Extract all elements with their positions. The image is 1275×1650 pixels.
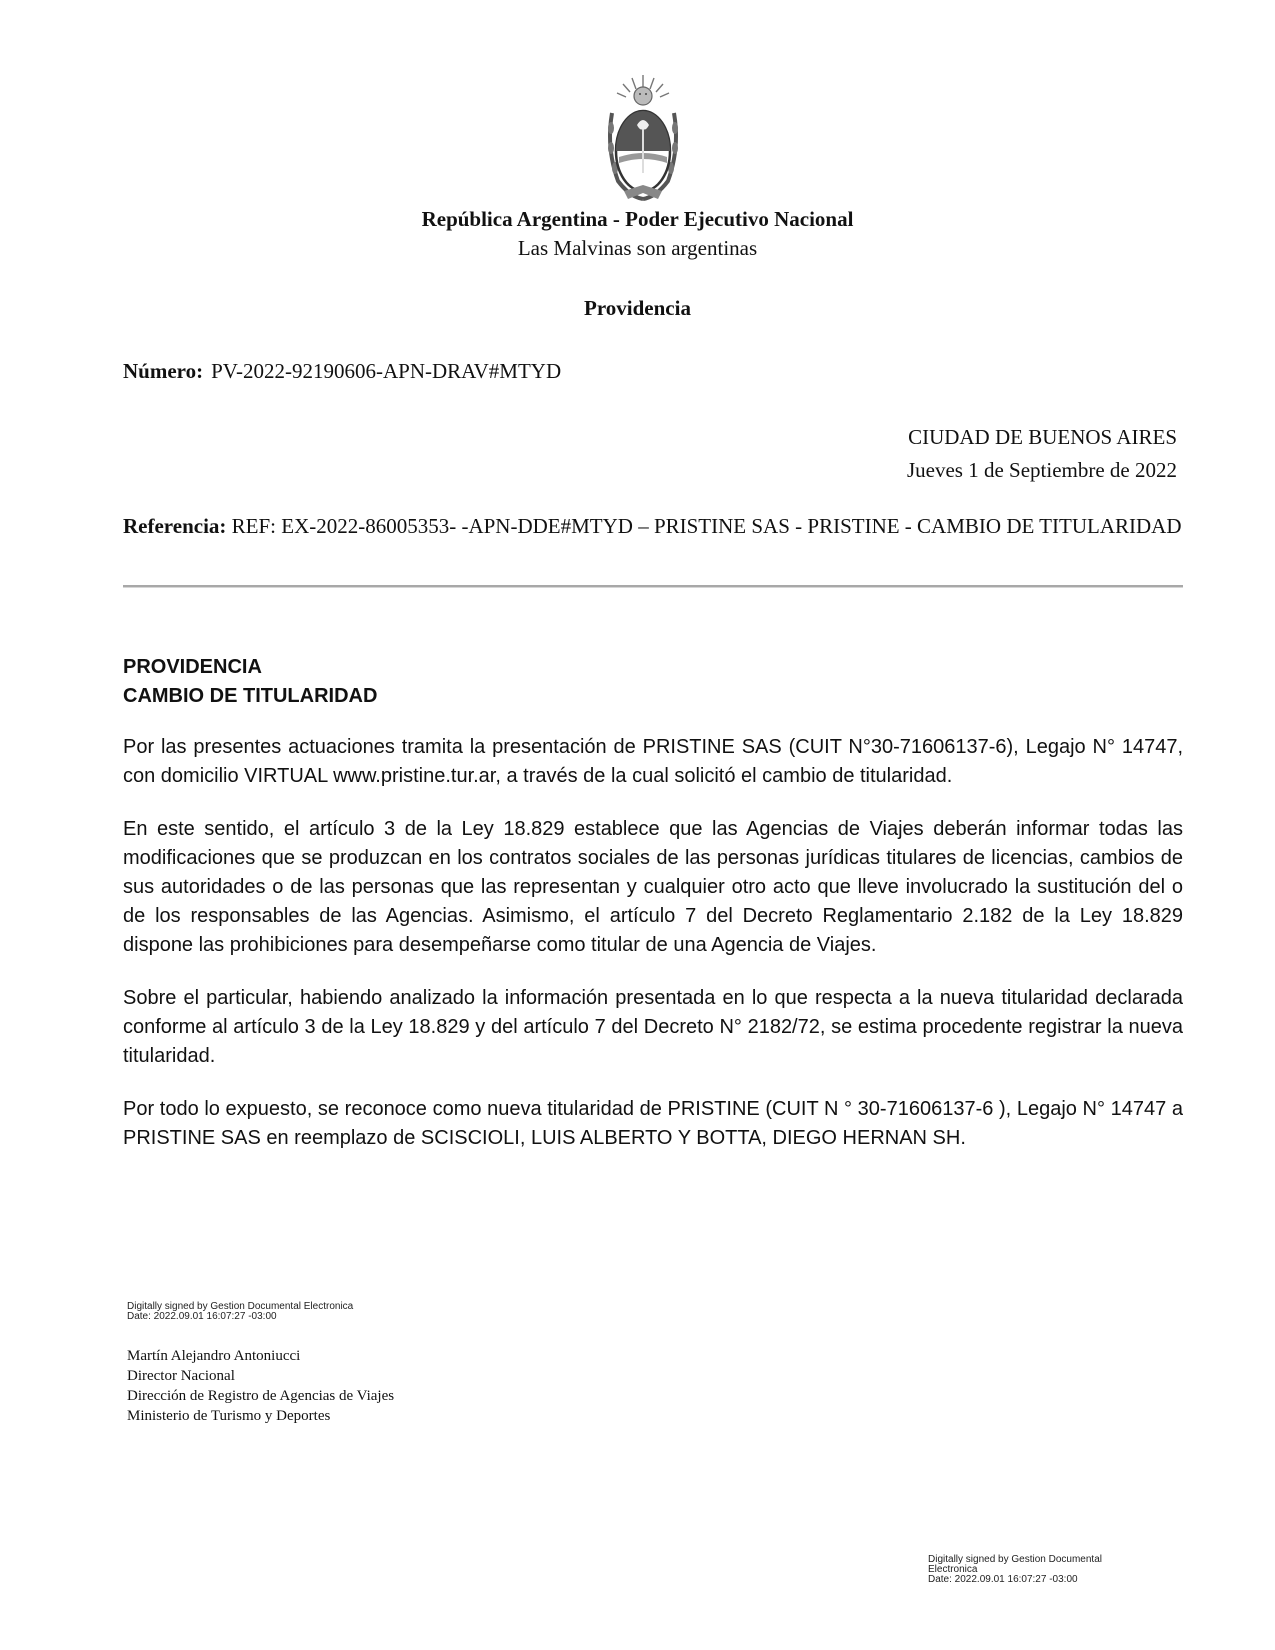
signer-ministry: Ministerio de Turismo y Deportes — [127, 1408, 331, 1424]
signer-role: Director Nacional — [127, 1368, 235, 1384]
body-paragraph-1: Por las presentes actuaciones tramita la presentación de PRISTINE SAS (CUIT N°30-71606137-6), Legajo N° 14747, con domicilio VIRTUAL www.pristine.tur.ar, a través de la cual solicitó el cambio de titularidad. — [123, 736, 1183, 787]
document-type-title: Providencia — [584, 296, 691, 320]
date: Jueves 1 de Septiembre de 2022 — [906, 458, 1177, 482]
digital-signature-stamp-footer — [928, 1555, 1148, 1585]
body-title-line-1: PROVIDENCIA — [123, 656, 262, 678]
signature-stamp-line: Electronica — [928, 1564, 978, 1575]
reference-label: Referencia: — [123, 514, 227, 538]
reference — [123, 512, 1183, 541]
body-paragraph-2: En este sentido, el artículo 3 de la Ley 18.829 establece que las Agencias de Viajes deberán informar todas las modificaciones que se produzcan en los contratos sociales de las personas jurídicas titulares de licencias, cambios de sus autoridades o de las personas que las representan y cualquier otro acto que lleve involucrado la sustitución del o de los responsables de las Agencias. Asimismo, el artículo 7 del Decreto Reglamentario 2.182 de la Ley 18.829 dispone las prohibiciones para desempeñarse como titular de una Agencia de Viajes. — [123, 818, 1183, 956]
signer-block — [127, 1346, 394, 1426]
place: CIUDAD DE BUENOS AIRES — [908, 425, 1177, 449]
signer-name: Martín Alejandro Antoniucci — [127, 1348, 301, 1364]
signature-stamp-line: Digitally signed by Gestion Documental — [928, 1554, 1102, 1565]
body-paragraph-3: Sobre el particular, habiendo analizado la información presentada en lo que respecta a la nueva titularidad declarada conforme al artículo 3 de la Ley 18.829 y del artículo 7 del Decreto N° 2182/72, se estima procedente registrar la nueva titularidad. — [123, 987, 1183, 1067]
place-and-date — [907, 421, 1177, 487]
body-title-line-2: CAMBIO DE TITULARIDAD — [123, 685, 378, 707]
signature-stamp-date: Date: 2022.09.01 16:07:27 -03:00 — [928, 1574, 1078, 1585]
document-number — [123, 358, 561, 384]
document-number-label: Número: — [123, 359, 204, 383]
signer-office: Dirección de Registro de Agencias de Viajes — [127, 1388, 395, 1404]
body-text — [123, 733, 1183, 1177]
digital-signature-stamp — [127, 1302, 353, 1322]
signature-stamp-line: Digitally signed by Gestion Documental Electronica — [127, 1301, 354, 1312]
document-header-motto: Las Malvinas son argentinas — [517, 236, 758, 260]
signature-stamp-date: Date: 2022.09.01 16:07:27 -03:00 — [127, 1311, 277, 1322]
document-header-title: República Argentina - Poder Ejecutivo Nacional — [421, 207, 854, 231]
header-divider — [123, 585, 1183, 588]
coat-of-arms-icon — [602, 73, 684, 205]
document-number-value: PV-2022-92190606-APN-DRAV#MTYD — [211, 359, 562, 383]
body-title — [123, 653, 377, 711]
reference-value: REF: EX-2022-86005353- -APN-DDE#MTYD – PRISTINE SAS - PRISTINE - CAMBIO DE TITULARIDAD — [231, 514, 1182, 538]
body-paragraph-4: Por todo lo expuesto, se reconoce como nueva titularidad de PRISTINE (CUIT N ° 30-71606137-6 ), Legajo N° 14747 a PRISTINE SAS en reemplazo de SCISCIOLI, LUIS ALBERTO Y BOTTA, DIEGO HERNAN SH. — [123, 1098, 1183, 1149]
